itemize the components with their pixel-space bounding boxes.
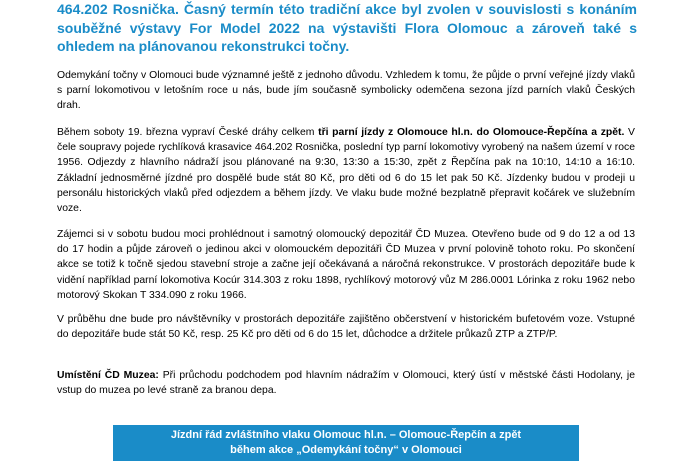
timetable-banner <box>113 425 579 461</box>
paragraph-refreshments: V průběhu dne bude pro návštěvníky v prostorách depozitáře zajištěno občerstvení v historickém bufetovém voze. Vstupné do depozitáře bude stát 50 Kč, resp. 25 Kč pro děti od 6 do 15 let, důchodce a držitele průkazů ZTP a ZTP/P. <box>57 314 635 341</box>
location-text: Při průchodu podchodem pod hlavním nádražím v Olomouci, který ústí v městské části Hodolany, je vstup do muzea po levé straně za branou depa. <box>57 370 635 397</box>
timetable-banner-line2: během akce „Odemykání točny“ v Olomouci <box>230 444 462 456</box>
rides-intro-text: Během soboty 19. března vypraví České dráhy celkem <box>57 127 319 138</box>
timetable-banner-line1: Jízdní řád zvláštního vlaku Olomouc hl.n. – Olomouc-Řepčín a zpět <box>170 429 522 441</box>
rides-highlight-text: tři parní jízdy z Olomouce hl.n. do Olomouce-Řepčína a zpět. <box>318 127 625 138</box>
rides-details-text: V čele soupravy pojede rychlíková krasavice 464.202 Rosnička, poslední typ parní lokomotivy vyrobený na našem území v roce 1956. Odjezdy z hlavního nádraží jsou plánované na 9:30, 13:30 a 15:30, zpět z Řepčína pak na 10:10, 14:10 a 16:10. Základní jednosměrné jízdné pro dospělé bude stát 80 Kč, pro děti od 6 do 15 let pak 50 Kč. Jízdenky budou v prodeji u personálu historických vlaků před odjezdem a během jízdy. Ve vlaku bude možné bezplatně přepravit kočárek ve služebním voze. <box>57 127 635 215</box>
paragraph-location <box>57 368 635 398</box>
lead-paragraph: 464.202 Rosnička. Časný termín této tradiční akce byl zvolen v souvislosti s konáním souběžné výstavy For Model 2022 na výstavišti Flora Olomouc a zároveň také s ohledem na plánovanou rekonstrukci točny. <box>57 1 637 54</box>
location-label: Umístění ČD Muzea: <box>57 370 159 381</box>
paragraph-depot: Zájemci si v sobotu budou moci prohlédnout i samotný olomoucký depozitář ČD Muzea. Otevřeno bude od 9 do 12 a od 13 do 17 hodin a půjde zároveň o jedinou akci v olomouckém depozitáři ČD Muzea v první polovině tohoto roku. Po skončení akce se totiž k točně sjedou stavební stroje a začne její očekávaná a náročná rekonstrukce. V prostorách depozitáře bude k vidění například parní lokomotiva Kocúr 314.303 z roku 1898, rychlíkový motorový vůz M 286.0001 Lórinka z roku 1962 nebo motorový Skokan T 334.090 z roku 1966. <box>57 229 635 301</box>
paragraph-intro: Odemykání točny v Olomouci bude významné ještě z jednoho důvodu. Vzhledem k tomu, že půjde o první veřejné jízdy vlaků s parní lokomotivou v letošním roce u nás, bude jím současně symbolicky odemčena sezona jízd parních vlaků Českých drah. <box>57 70 635 112</box>
paragraph-rides <box>57 125 635 216</box>
